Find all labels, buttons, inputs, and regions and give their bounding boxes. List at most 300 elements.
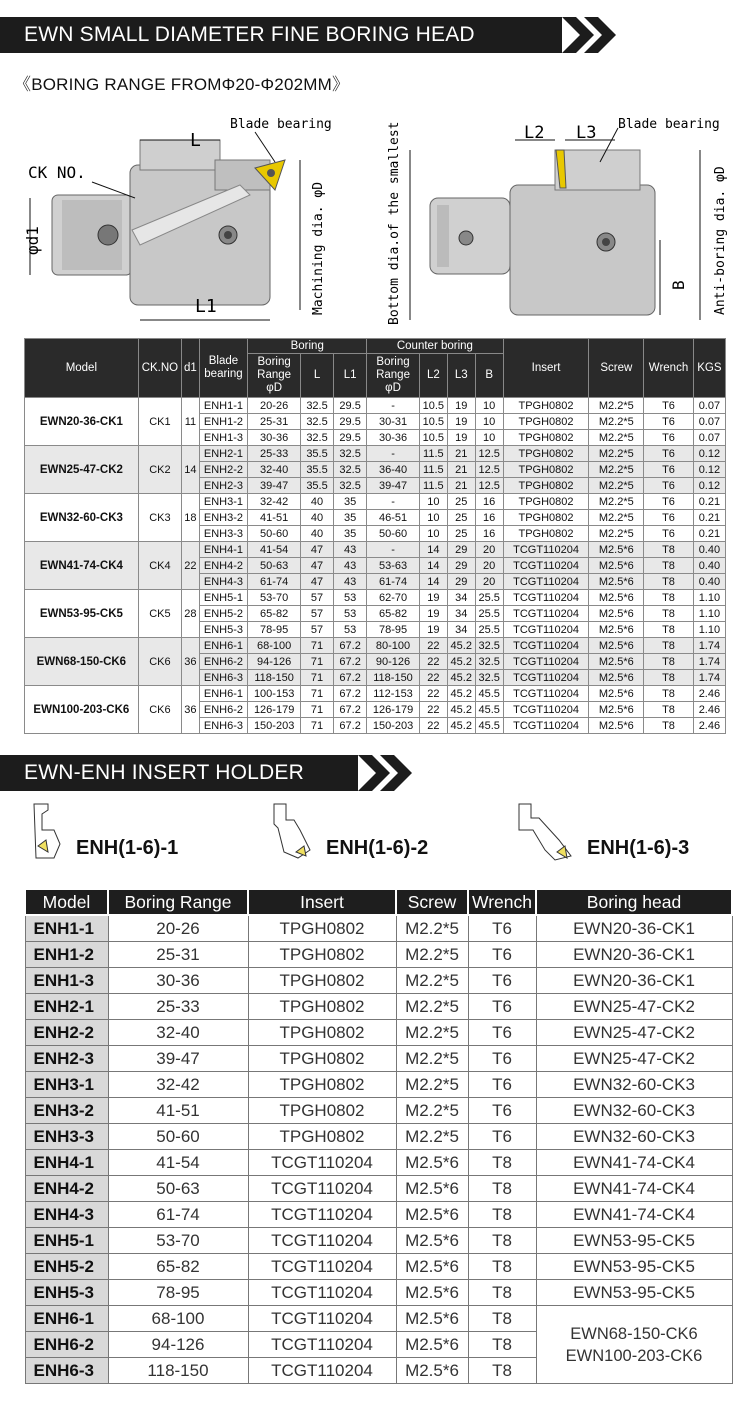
cell-B: 32.5 <box>475 638 503 654</box>
cell-B: 16 <box>475 526 503 542</box>
cell-counter-range: 39-47 <box>367 478 420 494</box>
section-title: EWN SMALL DIAMETER FINE BORING HEAD <box>0 17 562 53</box>
cell-insert: TPGH0802 <box>248 1046 396 1072</box>
cell-L3: 29 <box>447 558 475 574</box>
cell-insert: TCGT110204 <box>503 542 589 558</box>
cell-L3: 25 <box>447 510 475 526</box>
table-row <box>25 638 726 654</box>
col-B: B <box>475 354 503 398</box>
boring-head-diagrams <box>0 110 750 335</box>
cell-wrench: T8 <box>644 542 694 558</box>
cell-insert: TCGT110204 <box>503 606 589 622</box>
col-boring-range: Boring Range <box>108 889 248 915</box>
cell-blade: ENH6-2 <box>199 654 248 670</box>
cell-insert: TCGT110204 <box>248 1202 396 1228</box>
table-row <box>25 968 732 994</box>
cell-kgs: 0.12 <box>693 446 725 462</box>
cell-boring-range: 65-82 <box>248 606 301 622</box>
table-row <box>25 494 726 510</box>
cell-insert: TPGH0802 <box>503 430 589 446</box>
cell-L2: 22 <box>419 670 447 686</box>
cell-boring-range: 32-42 <box>108 1072 248 1098</box>
cell-L: 47 <box>300 542 333 558</box>
table-row <box>25 1046 732 1072</box>
col-model: Model <box>25 339 139 398</box>
insert-holder-2-icon <box>270 800 316 862</box>
machining-dia-label: Machining dia. φD <box>311 181 326 315</box>
cell-insert: TCGT110204 <box>248 1228 396 1254</box>
dim-L: L <box>190 130 201 151</box>
cell-L: 71 <box>300 702 333 718</box>
cell-kgs: 0.40 <box>693 574 725 590</box>
right-diagram <box>387 117 728 325</box>
cell-model: EWN41-74-CK4 <box>25 542 139 590</box>
cell-ckno: CK5 <box>138 590 181 638</box>
cell-L: 35.5 <box>300 478 333 494</box>
cell-counter-range: 65-82 <box>367 606 420 622</box>
cell-L1: 32.5 <box>334 462 367 478</box>
cell-ckno: CK6 <box>138 686 181 734</box>
cell-wrench: T8 <box>644 574 694 590</box>
cell-insert: TPGH0802 <box>503 462 589 478</box>
cell-wrench: T6 <box>644 398 694 414</box>
cell-model: EWN53-95-CK5 <box>25 590 139 638</box>
cell-boring-head: EWN53-95-CK5 <box>536 1280 732 1306</box>
cell-L3: 34 <box>447 606 475 622</box>
cell-L3: 45.2 <box>447 670 475 686</box>
cell-model: ENH1-1 <box>25 915 108 942</box>
cell-L: 40 <box>300 510 333 526</box>
anti-boring-label: Anti-boring dia. φD <box>713 166 728 315</box>
cell-boring-range: 39-47 <box>108 1046 248 1072</box>
cell-boring-head: EWN32-60-CK3 <box>536 1098 732 1124</box>
cell-L1: 43 <box>334 542 367 558</box>
cell-counter-range: 46-51 <box>367 510 420 526</box>
cell-L: 47 <box>300 574 333 590</box>
cell-model: EWN100-203-CK6 <box>25 686 139 734</box>
bottom-dia-label: Bottom dia.of the smallest <box>387 121 402 325</box>
cell-boring-range: 32-40 <box>248 462 301 478</box>
cell-kgs: 0.40 <box>693 542 725 558</box>
cell-L2: 11.5 <box>419 462 447 478</box>
cell-insert: TCGT110204 <box>248 1176 396 1202</box>
cell-wrench: T6 <box>468 1020 536 1046</box>
cell-boring-range: 50-60 <box>108 1124 248 1150</box>
cell-screw: M2.2*5 <box>396 1020 468 1046</box>
cell-kgs: 0.07 <box>693 430 725 446</box>
cell-B: 32.5 <box>475 670 503 686</box>
cell-L: 71 <box>300 718 333 734</box>
cell-L1: 53 <box>334 590 367 606</box>
cell-boring-head: EWN53-95-CK5 <box>536 1228 732 1254</box>
cell-boring-range: 20-26 <box>248 398 301 414</box>
holder-type-3 <box>515 800 689 862</box>
cell-screw: M2.5*6 <box>589 622 644 638</box>
cell-boring-range: 61-74 <box>248 574 301 590</box>
table-row <box>25 590 726 606</box>
cell-L1: 35 <box>334 510 367 526</box>
cell-wrench: T6 <box>644 430 694 446</box>
cell-insert: TCGT110204 <box>503 670 589 686</box>
cell-insert: TPGH0802 <box>503 494 589 510</box>
cell-boring-range: 78-95 <box>248 622 301 638</box>
cell-screw: M2.2*5 <box>396 968 468 994</box>
col-wrench: Wrench <box>644 339 694 398</box>
cell-insert: TPGH0802 <box>248 915 396 942</box>
cell-wrench: T8 <box>644 590 694 606</box>
cell-screw: M2.2*5 <box>589 462 644 478</box>
cell-boring-head: EWN32-60-CK3 <box>536 1124 732 1150</box>
cell-screw: M2.5*6 <box>396 1306 468 1332</box>
cell-boring-range: 68-100 <box>108 1306 248 1332</box>
col-L3: L3 <box>447 354 475 398</box>
holder-type-1 <box>30 800 178 862</box>
cell-counter-range: 90-126 <box>367 654 420 670</box>
col-L2: L2 <box>419 354 447 398</box>
cell-L1: 67.2 <box>334 686 367 702</box>
holder-type-1-label: ENH(1-6)-1 <box>76 837 179 859</box>
cell-kgs: 2.46 <box>693 686 725 702</box>
cell-ckno: CK2 <box>138 446 181 494</box>
cell-boring-range: 94-126 <box>248 654 301 670</box>
cell-model: ENH5-3 <box>25 1280 108 1306</box>
cell-insert: TPGH0802 <box>248 968 396 994</box>
cell-B: 10 <box>475 398 503 414</box>
cell-L: 32.5 <box>300 398 333 414</box>
cell-d1: 14 <box>182 446 200 494</box>
cell-d1: 36 <box>182 686 200 734</box>
cell-insert: TCGT110204 <box>503 638 589 654</box>
col-insert: Insert <box>503 339 589 398</box>
cell-B: 12.5 <box>475 446 503 462</box>
cell-model: ENH4-2 <box>25 1176 108 1202</box>
cell-model: ENH3-3 <box>25 1124 108 1150</box>
cell-blade: ENH3-3 <box>199 526 248 542</box>
holder-type-3-label: ENH(1-6)-3 <box>587 837 690 859</box>
cell-insert: TPGH0802 <box>248 1072 396 1098</box>
cell-boring-head: EWN25-47-CK2 <box>536 1046 732 1072</box>
dim-L1: L1 <box>195 296 217 317</box>
cell-L3: 21 <box>447 446 475 462</box>
cell-screw: M2.2*5 <box>589 414 644 430</box>
cell-boring-range: 61-74 <box>108 1202 248 1228</box>
cell-L1: 35 <box>334 494 367 510</box>
cell-screw: M2.5*6 <box>396 1228 468 1254</box>
cell-L2: 10 <box>419 510 447 526</box>
cell-counter-range: - <box>367 494 420 510</box>
cell-B: 25.5 <box>475 606 503 622</box>
cell-boring-range: 39-47 <box>248 478 301 494</box>
cell-L2: 10 <box>419 494 447 510</box>
cell-wrench: T8 <box>468 1280 536 1306</box>
section-title-banner-2 <box>0 755 428 791</box>
col-L: L <box>300 354 333 398</box>
cell-counter-range: 36-40 <box>367 462 420 478</box>
cell-insert: TPGH0802 <box>248 942 396 968</box>
col-L1: L1 <box>334 354 367 398</box>
cell-B: 20 <box>475 574 503 590</box>
cell-L2: 10 <box>419 526 447 542</box>
cell-L1: 53 <box>334 622 367 638</box>
table-row <box>25 915 732 942</box>
cell-blade: ENH1-1 <box>199 398 248 414</box>
cell-insert: TPGH0802 <box>248 1020 396 1046</box>
cell-blade: ENH2-2 <box>199 462 248 478</box>
cell-wrench: T8 <box>468 1254 536 1280</box>
cell-L3: 19 <box>447 398 475 414</box>
cell-screw: M2.5*6 <box>589 558 644 574</box>
cell-screw: M2.5*6 <box>589 542 644 558</box>
col-counter-range: Boring Range φD <box>367 354 420 398</box>
ck-no-label: CK NO. <box>28 163 86 182</box>
cell-wrench: T8 <box>644 558 694 574</box>
cell-L1: 67.2 <box>334 638 367 654</box>
table-row <box>25 1280 732 1306</box>
cell-B: 32.5 <box>475 654 503 670</box>
holder-type-2-label: ENH(1-6)-2 <box>326 837 429 859</box>
cell-wrench: T6 <box>644 462 694 478</box>
cell-L: 71 <box>300 654 333 670</box>
cell-model: ENH3-1 <box>25 1072 108 1098</box>
cell-boring-head: EWN41-74-CK4 <box>536 1176 732 1202</box>
cell-insert: TPGH0802 <box>503 510 589 526</box>
cell-screw: M2.5*6 <box>589 686 644 702</box>
cell-boring-range: 118-150 <box>248 670 301 686</box>
cell-L2: 11.5 <box>419 478 447 494</box>
cell-wrench: T6 <box>468 1124 536 1150</box>
cell-wrench: T6 <box>468 968 536 994</box>
cell-L: 32.5 <box>300 430 333 446</box>
chevrons-icon <box>562 17 632 53</box>
cell-L3: 21 <box>447 478 475 494</box>
cell-kgs: 2.46 <box>693 702 725 718</box>
cell-screw: M2.5*6 <box>396 1280 468 1306</box>
cell-screw: M2.2*5 <box>589 446 644 462</box>
cell-counter-range: 80-100 <box>367 638 420 654</box>
cell-blade: ENH6-2 <box>199 702 248 718</box>
cell-wrench: T8 <box>644 606 694 622</box>
cell-screw: M2.2*5 <box>396 1124 468 1150</box>
cell-model: ENH6-3 <box>25 1358 108 1384</box>
cell-boring-head-ck6 <box>536 1306 732 1384</box>
table-row <box>25 942 732 968</box>
cell-L2: 14 <box>419 574 447 590</box>
cell-L1: 53 <box>334 606 367 622</box>
cell-boring-head: EWN41-74-CK4 <box>536 1150 732 1176</box>
cell-model: ENH2-2 <box>25 1020 108 1046</box>
cell-L: 57 <box>300 590 333 606</box>
cell-insert: TCGT110204 <box>503 686 589 702</box>
cell-blade: ENH4-3 <box>199 574 248 590</box>
cell-d1: 18 <box>182 494 200 542</box>
cell-L3: 29 <box>447 574 475 590</box>
cell-wrench: T8 <box>468 1176 536 1202</box>
table-row <box>25 1150 732 1176</box>
cell-boring-head: EWN32-60-CK3 <box>536 1072 732 1098</box>
table-row <box>25 1228 732 1254</box>
cell-model: ENH1-3 <box>25 968 108 994</box>
cell-L3: 34 <box>447 622 475 638</box>
cell-B: 45.5 <box>475 718 503 734</box>
cell-L3: 45.2 <box>447 686 475 702</box>
cell-L1: 67.2 <box>334 718 367 734</box>
col-screw: Screw <box>589 339 644 398</box>
cell-wrench: T6 <box>468 942 536 968</box>
cell-counter-range: 126-179 <box>367 702 420 718</box>
cell-L2: 14 <box>419 542 447 558</box>
cell-L1: 29.5 <box>334 430 367 446</box>
cell-B: 16 <box>475 494 503 510</box>
table-row <box>25 1020 732 1046</box>
cell-boring-range: 30-36 <box>248 430 301 446</box>
cell-model: EWN68-150-CK6 <box>25 638 139 686</box>
cell-B: 25.5 <box>475 622 503 638</box>
cell-wrench: T8 <box>468 1228 536 1254</box>
boring-head-spec-table <box>24 338 726 734</box>
cell-model: EWN20-36-CK1 <box>25 398 139 446</box>
cell-ckno: CK4 <box>138 542 181 590</box>
cell-boring-range: 25-31 <box>248 414 301 430</box>
cell-wrench: T8 <box>644 654 694 670</box>
col-boring-head: Boring head <box>536 889 732 915</box>
left-diagram <box>23 117 332 320</box>
cell-wrench: T8 <box>644 622 694 638</box>
cell-B: 16 <box>475 510 503 526</box>
cell-counter-range: 112-153 <box>367 686 420 702</box>
cell-boring-head: EWN25-47-CK2 <box>536 1020 732 1046</box>
table-row <box>25 1306 732 1332</box>
cell-L2: 10.5 <box>419 430 447 446</box>
cell-blade: ENH6-1 <box>199 686 248 702</box>
table-row <box>25 1254 732 1280</box>
cell-screw: M2.2*5 <box>589 430 644 446</box>
cell-screw: M2.5*6 <box>396 1150 468 1176</box>
cell-wrench: T8 <box>644 638 694 654</box>
cell-L: 32.5 <box>300 414 333 430</box>
cell-B: 12.5 <box>475 478 503 494</box>
cell-blade: ENH2-1 <box>199 446 248 462</box>
cell-blade: ENH1-3 <box>199 430 248 446</box>
cell-wrench: T8 <box>468 1202 536 1228</box>
cell-L3: 45.2 <box>447 718 475 734</box>
cell-L1: 32.5 <box>334 478 367 494</box>
cell-L: 40 <box>300 494 333 510</box>
cell-model: EWN25-47-CK2 <box>25 446 139 494</box>
cell-L3: 19 <box>447 430 475 446</box>
cell-boring-range: 25-31 <box>108 942 248 968</box>
cell-boring-range: 41-54 <box>108 1150 248 1176</box>
cell-wrench: T6 <box>468 994 536 1020</box>
col-d1: d1 <box>182 339 200 398</box>
cell-insert: TPGH0802 <box>503 398 589 414</box>
cell-L2: 10.5 <box>419 414 447 430</box>
cell-boring-head: EWN20-36-CK1 <box>536 968 732 994</box>
cell-wrench: T6 <box>644 526 694 542</box>
cell-kgs: 0.12 <box>693 478 725 494</box>
cell-L1: 43 <box>334 574 367 590</box>
cell-insert: TPGH0802 <box>248 1098 396 1124</box>
cell-B: 10 <box>475 430 503 446</box>
cell-L: 35.5 <box>300 462 333 478</box>
cell-blade: ENH2-3 <box>199 478 248 494</box>
cell-insert: TCGT110204 <box>248 1306 396 1332</box>
cell-kgs: 0.21 <box>693 510 725 526</box>
cell-blade: ENH5-3 <box>199 622 248 638</box>
cell-blade: ENH5-2 <box>199 606 248 622</box>
cell-counter-range: 61-74 <box>367 574 420 590</box>
cell-d1: 22 <box>182 542 200 590</box>
cell-screw: M2.5*6 <box>589 718 644 734</box>
cell-screw: M2.2*5 <box>396 1098 468 1124</box>
cell-model: ENH1-2 <box>25 942 108 968</box>
col-boring-range: Boring Range φD <box>248 354 301 398</box>
cell-boring-head: EWN20-36-CK1 <box>536 942 732 968</box>
cell-L1: 67.2 <box>334 702 367 718</box>
table-row <box>25 446 726 462</box>
cell-screw: M2.5*6 <box>589 606 644 622</box>
cell-B: 20 <box>475 542 503 558</box>
cell-wrench: T6 <box>644 446 694 462</box>
cell-L2: 19 <box>419 622 447 638</box>
cell-insert: TCGT110204 <box>503 574 589 590</box>
table-row <box>25 1072 732 1098</box>
col-wrench: Wrench <box>468 889 536 915</box>
col-model: Model <box>25 889 108 915</box>
cell-blade: ENH1-2 <box>199 414 248 430</box>
section-title-banner <box>0 17 632 53</box>
cell-B: 20 <box>475 558 503 574</box>
boring-range-subtitle: 《BORING RANGE FROMΦ20-Φ202MM》 <box>14 75 350 94</box>
cell-insert: TPGH0802 <box>248 1124 396 1150</box>
cell-B: 12.5 <box>475 462 503 478</box>
cell-insert: TPGH0802 <box>248 994 396 1020</box>
cell-kgs: 0.07 <box>693 398 725 414</box>
cell-insert: TCGT110204 <box>503 702 589 718</box>
insert-holder-1-icon <box>30 800 66 862</box>
blade-bearing-label: Blade bearing <box>230 117 332 132</box>
cell-L2: 19 <box>419 590 447 606</box>
cell-L: 57 <box>300 622 333 638</box>
dim-d1: φd1 <box>23 226 42 255</box>
cell-screw: M2.2*5 <box>589 478 644 494</box>
cell-model: ENH5-1 <box>25 1228 108 1254</box>
cell-counter-range: 78-95 <box>367 622 420 638</box>
col-insert: Insert <box>248 889 396 915</box>
cell-L3: 25 <box>447 494 475 510</box>
cell-L: 71 <box>300 670 333 686</box>
cell-wrench: T6 <box>468 915 536 942</box>
cell-L1: 29.5 <box>334 398 367 414</box>
cell-insert: TCGT110204 <box>503 654 589 670</box>
cell-B: 45.5 <box>475 686 503 702</box>
cell-kgs: 0.07 <box>693 414 725 430</box>
cell-L2: 19 <box>419 606 447 622</box>
cell-d1: 28 <box>182 590 200 638</box>
cell-d1: 11 <box>182 398 200 446</box>
cell-insert: TCGT110204 <box>503 558 589 574</box>
cell-insert: TCGT110204 <box>248 1332 396 1358</box>
cell-blade: ENH4-1 <box>199 542 248 558</box>
cell-L3: 45.2 <box>447 654 475 670</box>
cell-screw: M2.5*6 <box>589 590 644 606</box>
cell-screw: M2.5*6 <box>589 670 644 686</box>
cell-boring-head: EWN41-74-CK4 <box>536 1202 732 1228</box>
cell-counter-range: 50-60 <box>367 526 420 542</box>
cell-blade: ENH3-1 <box>199 494 248 510</box>
cell-L1: 67.2 <box>334 670 367 686</box>
cell-boring-range: 68-100 <box>248 638 301 654</box>
cell-screw: M2.5*6 <box>589 654 644 670</box>
